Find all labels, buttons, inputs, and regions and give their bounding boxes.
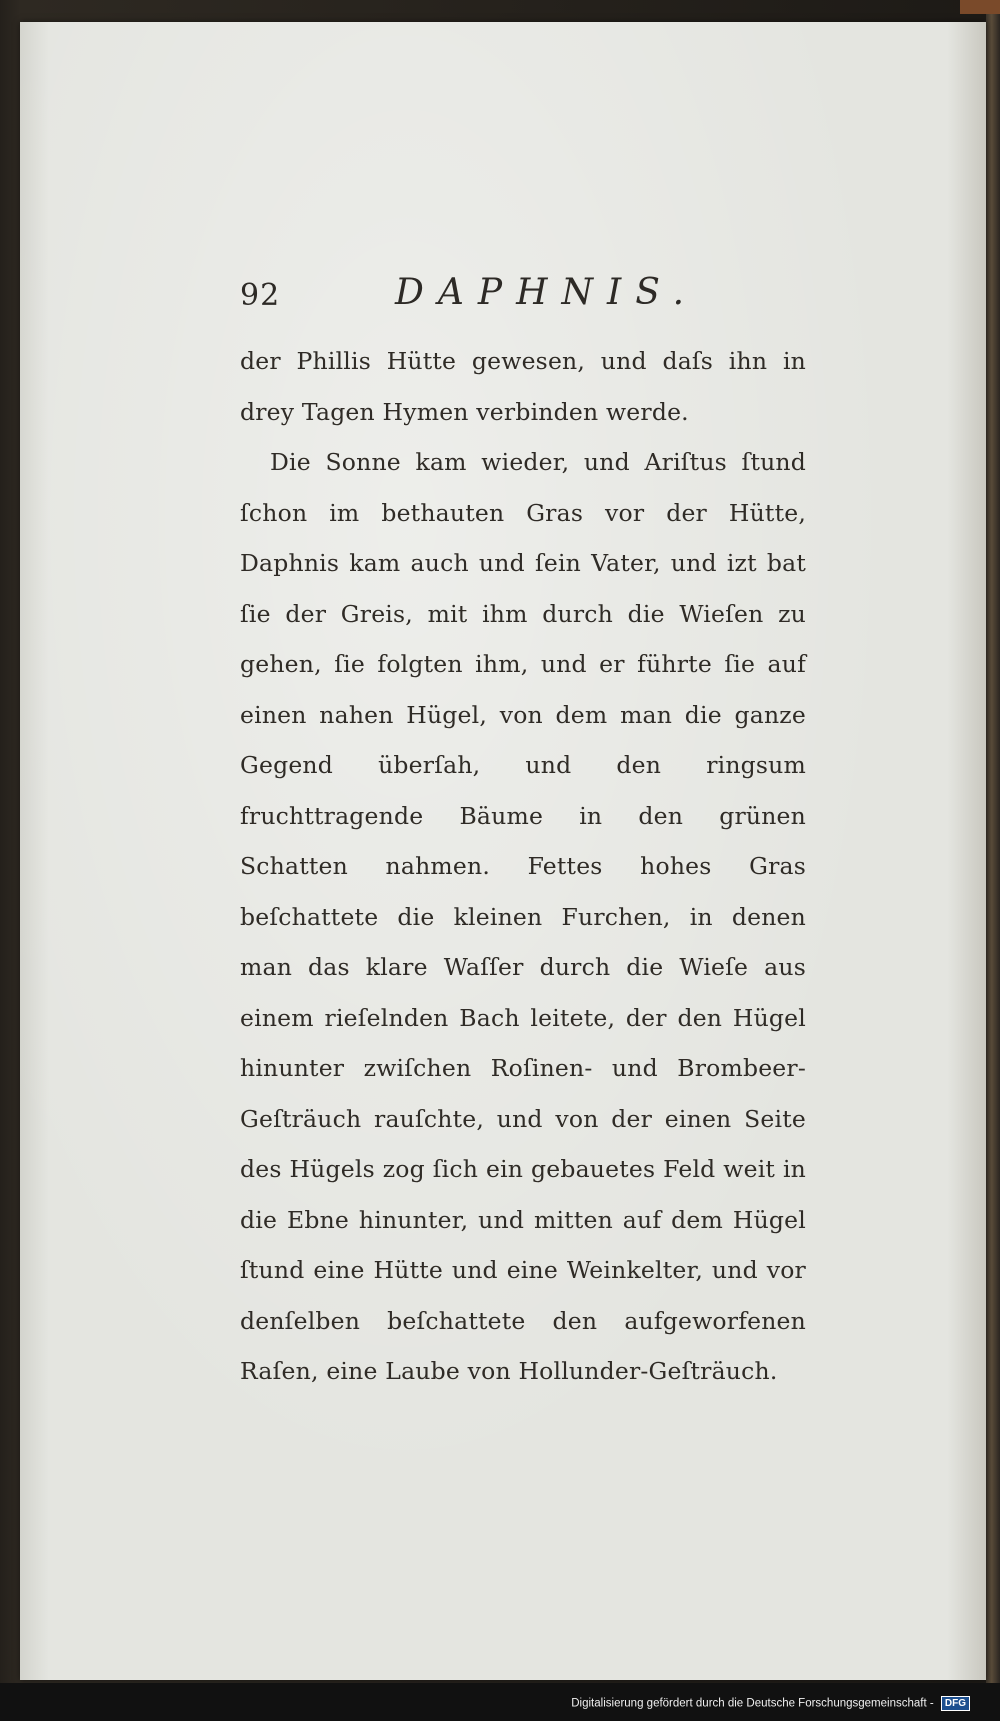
credit-text: Digitalisierung gefördert durch die Deutsche Forschungsgemeinschaft - <box>571 1697 934 1710</box>
book-corner <box>960 0 1000 14</box>
paragraph-1: der Phillis Hütte gewesen, und daſs ihn in drey Tagen Hymen verbinden werde. <box>240 347 806 426</box>
digitization-credit <box>571 1696 970 1711</box>
page-header <box>240 272 760 322</box>
page-number: 92 <box>240 278 281 313</box>
running-title: DAPHNIS. <box>395 272 699 313</box>
dfg-logo-icon: DFG <box>941 1696 970 1711</box>
book-edge <box>986 0 1000 1721</box>
body-text <box>240 336 806 1397</box>
paragraph-2: Die Sonne kam wieder, und Ariſtus ſtund ſchon im bethauten Gras vor der Hütte, Daphnis kam auch und ſein Vater, und izt bat ſie der Greis, mit ihm durch die Wieſen zu gehen, ſie folgten ihm, und er führte ſie auf einen nahen Hügel, von dem man die ganze Gegend überſah, und den ringsum fruchttragende Bäume in den grünen Schatten nahmen. Fettes hohes Gras beſchattete die kleinen Furchen, in denen man das klare Waſſer durch die Wieſe aus einem rieſelnden Bach leitete, der den Hügel hinunter zwiſchen Roſinen- und Brombeer-Geſträuch rauſchte, und von der einen Seite des Hügels zog ſich ein gebauetes Feld weit in die Ebne hinunter, und mitten auf dem Hügel ſtund eine Hütte und eine Weinkelter, und vor denſelben beſchattete den aufgeworfenen Raſen, eine Laube von Hollunder-Geſträuch. <box>240 448 806 1385</box>
